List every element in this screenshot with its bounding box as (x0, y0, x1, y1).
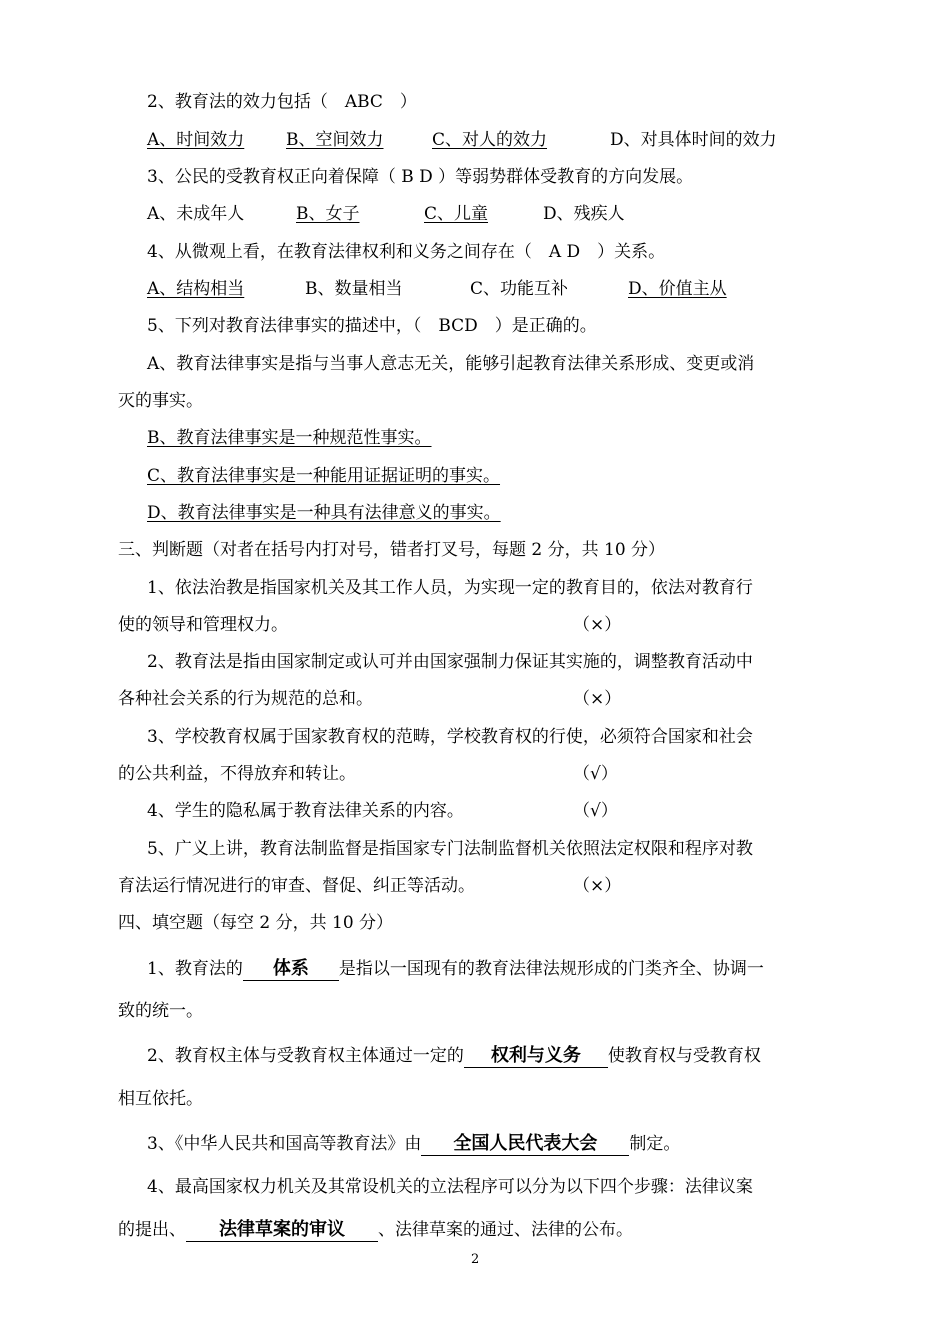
q4-option-a: A、结构相当 (147, 279, 245, 299)
fill-q2-line2: 相互依托。 (118, 1089, 203, 1109)
q4-option-b: B、数量相当 (305, 279, 403, 299)
tf-item-2-line1: 2、教育法是指由国家制定或认可并由国家强制力保证其实施的，调整教育活动中 (147, 652, 753, 672)
q5-option-b: B、教育法律事实是一种规范性事实。 (147, 428, 432, 448)
tf-item-1-line2: 使的领导和管理权力。 (118, 615, 288, 635)
q5-stem: 5、下列对教育法律事实的描述中，（ BCD ）是正确的。 (147, 316, 597, 336)
q3-option-c: C、儿童 (424, 204, 489, 224)
fill-q4-post: 、法律草案的通过、法律的公布。 (378, 1220, 633, 1240)
q5-option-d: D、教育法律事实是一种具有法律意义的事实。 (147, 503, 501, 523)
fill-q4-answer: 法律草案的审议 (186, 1219, 378, 1242)
fill-q2-line1 (147, 1045, 761, 1068)
tf-item-5-mark: （×） (573, 876, 622, 896)
tf-item-3-line2: 的公共利益，不得放弃和转让。 (118, 764, 356, 784)
tf-item-3-line1: 3、学校教育权属于国家教育权的范畴，学校教育权的行使，必须符合国家和社会 (147, 727, 753, 747)
fill-q1-line1 (147, 958, 764, 981)
q2-option-d: D、对具体时间的效力 (610, 130, 777, 150)
fill-q3-pre: 3、《中华人民共和国高等教育法》由 (147, 1134, 422, 1154)
tf-item-5-line2: 育法运行情况进行的审查、督促、纠正等活动。 (118, 876, 475, 896)
tf-item-2-mark: （×） (573, 689, 622, 709)
q2-option-a: A、时间效力 (147, 130, 245, 150)
fill-q2-post: 使教育权与受教育权 (607, 1046, 761, 1066)
tf-heading: 三、判断题（对者在括号内打对号，错者打叉号，每题 2 分，共 10 分） (118, 540, 666, 560)
q2-option-c: C、对人的效力 (432, 130, 548, 150)
fill-q3-answer: 全国人民代表大会 (421, 1133, 629, 1156)
fill-q4-line2 (118, 1219, 633, 1242)
q2-option-b: B、空间效力 (286, 130, 384, 150)
q5-option-a-line2: 灭的事实。 (118, 391, 203, 411)
q3-stem: 3、公民的受教育权正向着保障（ B D ）等弱势群体受教育的方向发展。 (147, 167, 694, 187)
fill-q1-answer: 体系 (243, 958, 339, 981)
q4-stem: 4、从微观上看，在教育法律权利和义务之间存在（ A D ）关系。 (147, 242, 666, 262)
fill-q4-line1: 4、最高国家权力机关及其常设机关的立法程序可以分为以下四个步骤：法律议案 (147, 1177, 753, 1197)
q4-option-c: C、功能互补 (470, 279, 569, 299)
fill-q1-pre: 1、教育法的 (147, 959, 243, 979)
fill-heading: 四、填空题（每空 2 分，共 10 分） (118, 913, 394, 933)
fill-q2-answer: 权利与义务 (464, 1045, 608, 1068)
q5-option-c: C、教育法律事实是一种能用证据证明的事实。 (147, 466, 501, 486)
tf-item-4-line1: 4、学生的隐私属于教育法律关系的内容。 (147, 801, 464, 821)
fill-q1-post: 是指以一国现有的教育法律法规形成的门类齐全、协调一 (338, 959, 764, 979)
q3-option-b: B、女子 (296, 204, 360, 224)
tf-item-3-mark: （√） (573, 764, 618, 784)
tf-item-1-mark: （×） (573, 615, 622, 635)
fill-q3-post: 制定。 (629, 1134, 681, 1154)
tf-item-1-line1: 1、依法治教是指国家机关及其工作人员，为实现一定的教育目的，依法对教育行 (147, 578, 753, 598)
tf-item-4-mark: （√） (573, 801, 618, 821)
fill-q2-pre: 2、教育权主体与受教育权主体通过一定的 (147, 1046, 464, 1066)
q2-stem: 2、教育法的效力包括（ ABC ） (147, 92, 417, 112)
fill-q3-line (147, 1133, 680, 1156)
page-number: 2 (471, 1252, 480, 1267)
q3-option-a: A、未成年人 (147, 204, 245, 224)
q3-option-d: D、残疾人 (543, 204, 625, 224)
q4-option-d: D、价值主从 (628, 279, 727, 299)
q5-option-a-line1: A、教育法律事实是指与当事人意志无关，能够引起教育法律关系形成、变更或消 (147, 354, 755, 374)
fill-q1-line2: 致的统一。 (118, 1001, 203, 1021)
fill-q4-pre: 的提出、 (118, 1220, 186, 1240)
tf-item-5-line1: 5、广义上讲，教育法制监督是指国家专门法制监督机关依照法定权限和程序对教 (147, 839, 753, 859)
tf-item-2-line2: 各种社会关系的行为规范的总和。 (118, 689, 373, 709)
